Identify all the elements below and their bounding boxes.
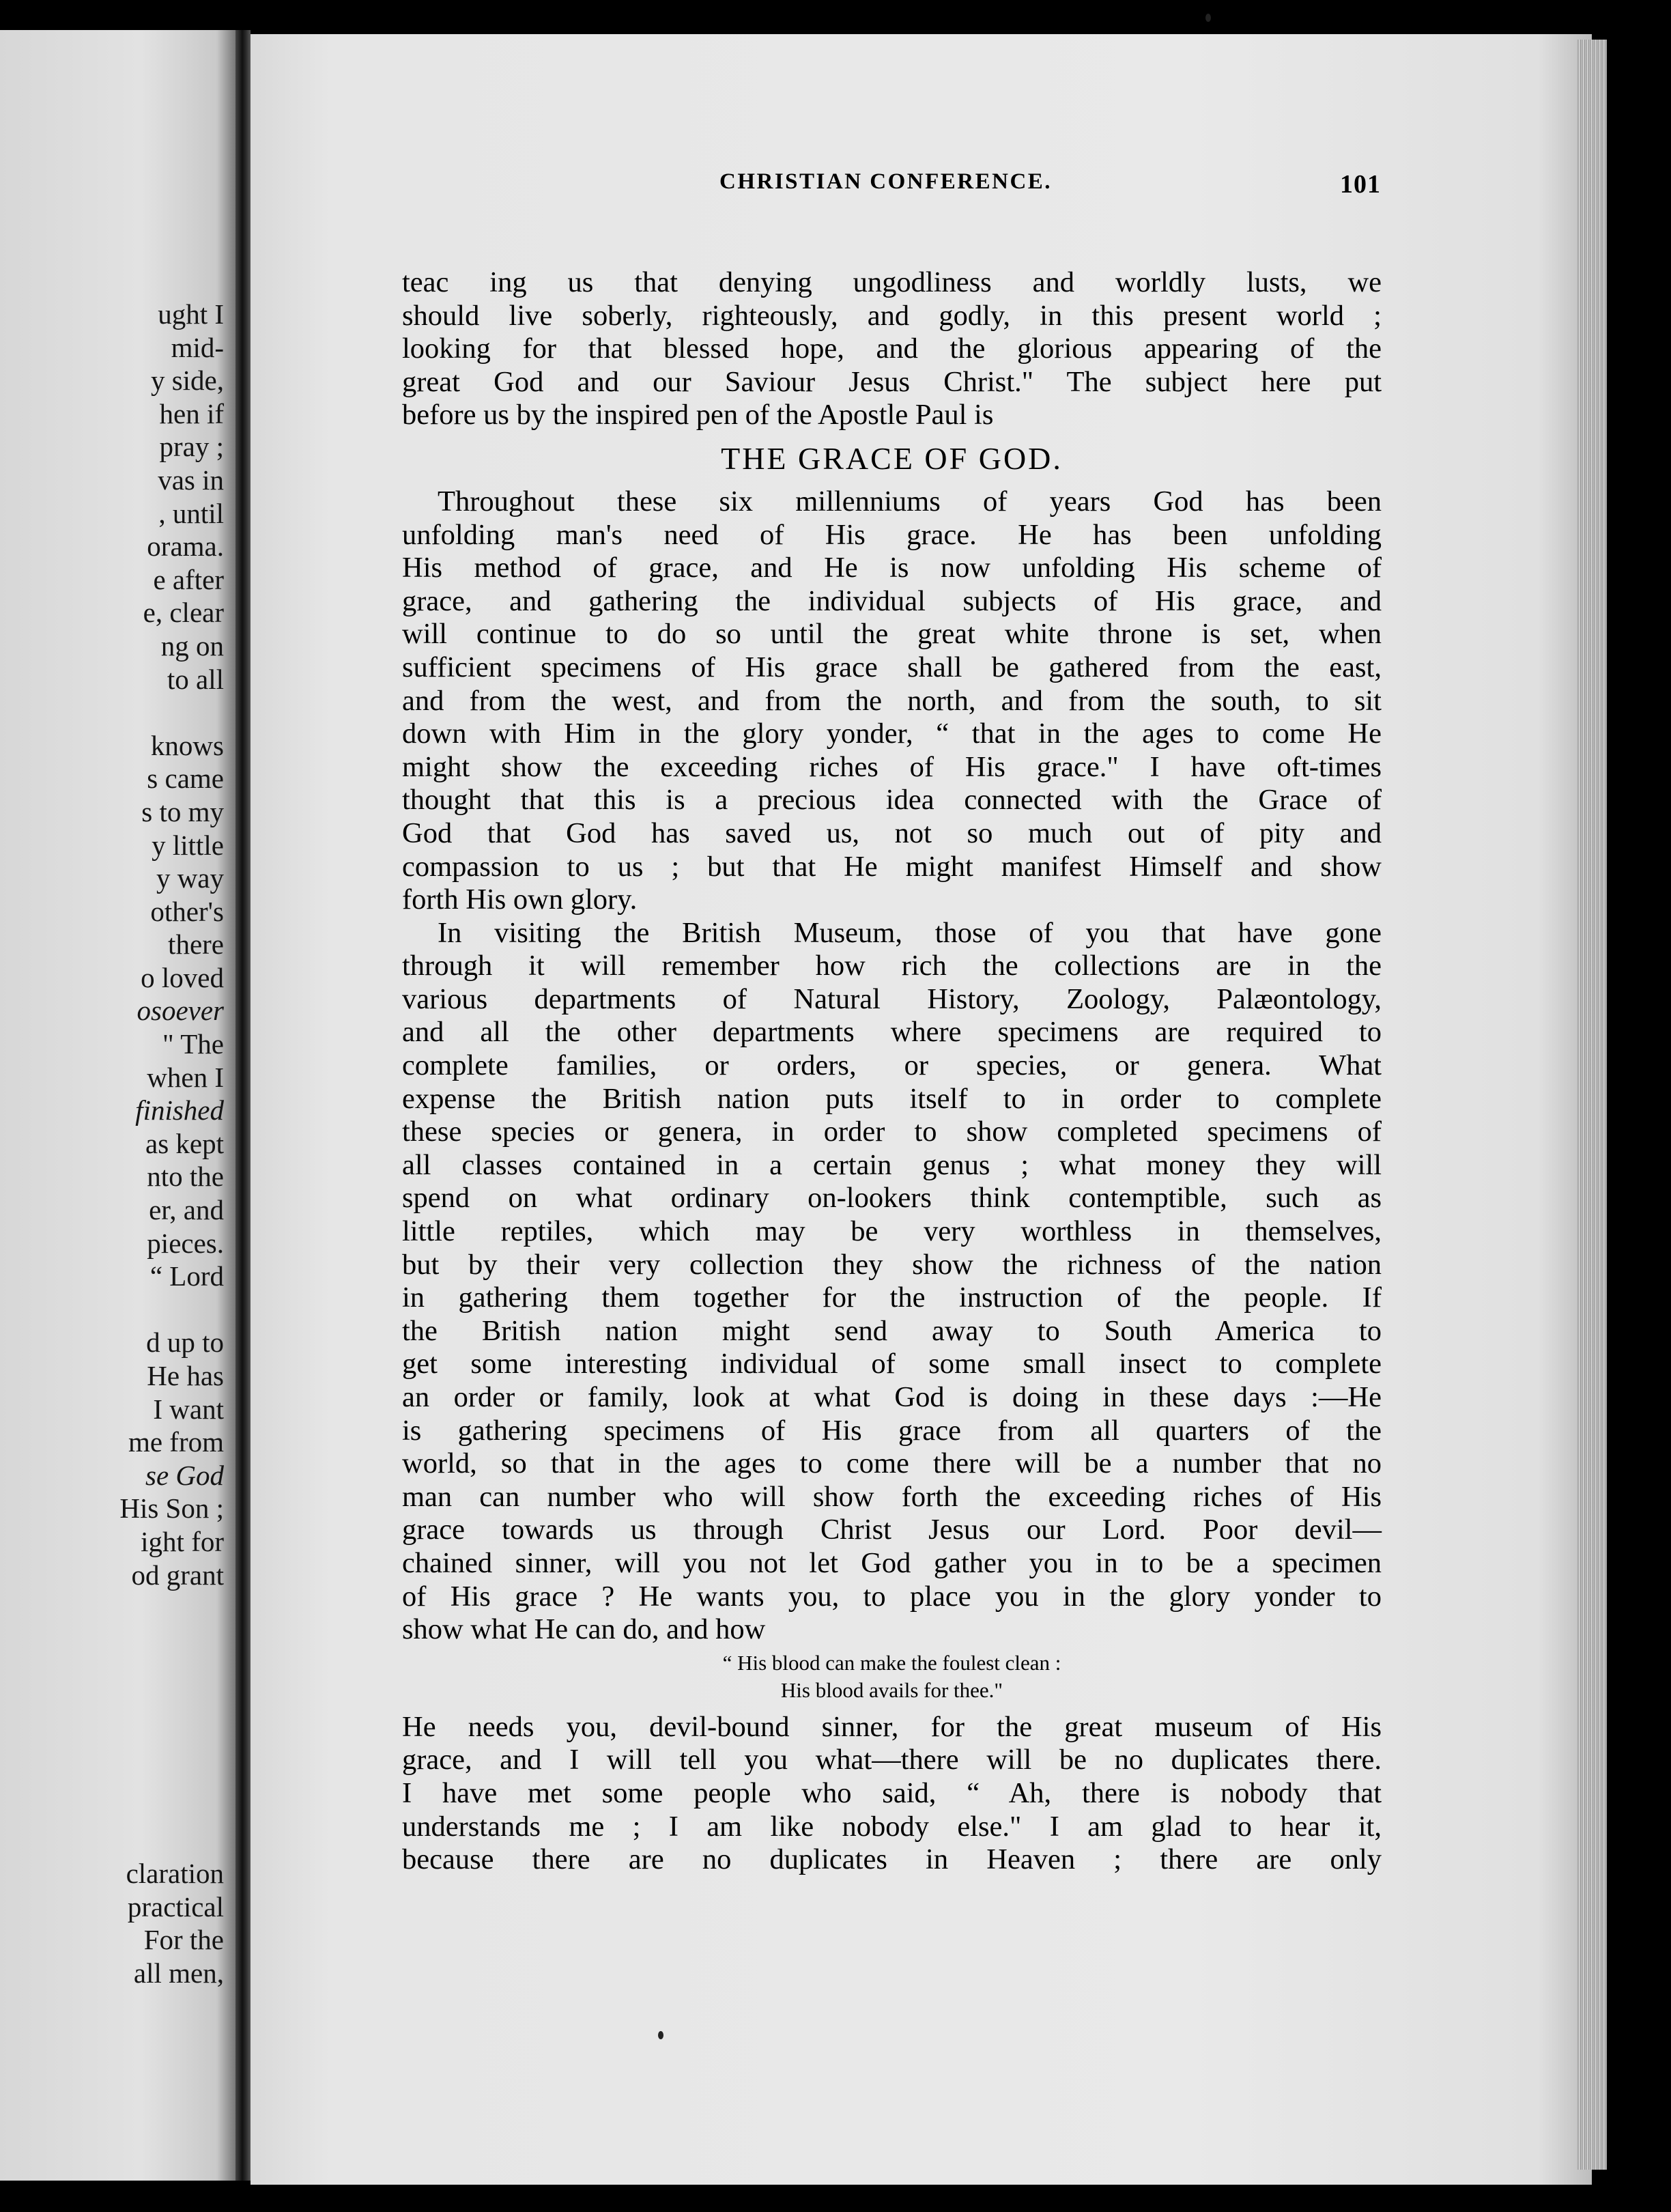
previous-page-line [0,1824,224,1857]
previous-page-line: pray ; [159,431,224,463]
p2-line: of His grace ? He wants you, to place you in the glory yonder to [402,1580,1382,1613]
p2-line: these species or genera, in order to show completed specimens of [402,1116,1382,1148]
p1-line: grace, and gathering the individual subjects of His grace, and [402,584,1382,617]
p1-line: compassion to us ; but that He might manifest Himself and show [402,850,1382,883]
p2-line: an order or family, look at what God is doing in these days :—He [402,1381,1382,1413]
previous-page-line: ight for [141,1525,224,1557]
previous-page-line: knows [150,729,224,761]
previous-page-line: od grant [131,1559,224,1591]
previous-page-line [0,1791,224,1824]
p2-line: man can number who will show forth the exceeding riches of His [402,1480,1382,1513]
previous-page-line: ng on [160,629,224,662]
p1-line: His method of grace, and He is now unfolding His scheme of [402,552,1382,584]
p2-line: spend on what ordinary on-lookers think contemptible, such as [402,1182,1382,1215]
paragraph-3 [402,1711,1382,1877]
previous-page [0,30,235,2181]
running-title: CHRISTIAN CONFERENCE. [719,169,1053,194]
previous-page-line [0,1625,224,1658]
p1-line: will continue to do so until the great white throne is set, when [402,618,1382,651]
previous-page-text [0,298,224,1989]
previous-page-line: vas in [158,464,224,496]
section-heading: THE GRACE OF GOD. [721,440,1063,476]
p1-line: God that God has saved us, not so much out of pity and [402,817,1382,849]
p1-line: Throughout these six millenniums of years God has been [438,485,1382,517]
previous-page-line: s to my [141,795,224,827]
page-body [402,266,1382,1877]
previous-page-line: pieces. [147,1227,224,1259]
intro-line: before us by the inspired pen of the Apostle Paul is [402,399,994,431]
p2-line: and all the other departments where specimens are required to [402,1016,1382,1049]
p1-line: forth His own glory. [402,883,638,916]
previous-page-line: y side, [150,365,224,397]
p3-line: grace, and I will tell you what—there will be no duplicates there. [402,1744,1382,1776]
intro-line: should live soberly, righteously, and godly, in this present world ; [402,299,1382,332]
previous-page-line: as kept [145,1127,224,1159]
previous-page-line: y little [152,829,224,861]
p3-line: because there are no duplicates in Heaven ; there are only [402,1843,1382,1876]
previous-page-line: finished [135,1094,224,1126]
p1-line: sufficient specimens of His grace shall be gathered from the east, [402,651,1382,683]
previous-page-line: ught I [158,298,224,330]
p2-line: get some interesting individual of some small insect to complete [402,1348,1382,1380]
p2-line: In visiting the British Museum, those of you that have gone [438,916,1382,949]
previous-page-line [0,1725,224,1758]
p2-line: expense the British nation puts itself to in order to complete [402,1082,1382,1115]
previous-page-line [0,1293,224,1327]
previous-page-line: , until [158,497,224,529]
verse-line-1: “ His blood can make the foulest clean : [722,1650,1061,1675]
previous-page-line: e after [153,563,224,595]
previous-page-line: His Son ; [119,1492,224,1525]
paragraph-2 [402,917,1382,1647]
previous-page-line: “ Lord [149,1260,224,1292]
previous-page-line: hen if [159,397,224,429]
previous-page-line: orama. [147,530,224,563]
p2-line: the British nation might send away to South America to [402,1314,1382,1347]
p2-line: grace towards us through Christ Jesus our Lord. Poor devil— [402,1514,1382,1546]
p3-line: I have met some people who said, “ Ah, there is nobody that [402,1776,1382,1809]
page-edges [1577,40,1607,2170]
verse-quote [402,1649,1382,1704]
previous-page-line: d up to [146,1327,224,1359]
p2-line: various departments of Natural History, Zoology, Palæontology, [402,982,1382,1015]
previous-page-line: " The [162,1028,224,1060]
p1-line: and from the west, and from the north, and from the south, to sit [402,684,1382,717]
book-gutter [235,30,251,2181]
ink-speck [1205,14,1211,22]
previous-page-line: other's [150,895,224,927]
previous-page-line: to all [167,663,224,695]
previous-page-line [0,696,224,729]
verse-line-2: His blood avails for thee." [780,1677,1003,1702]
previous-page-line [0,1658,224,1691]
intro-line: looking for that blessed hope, and the glorious appearing of the [402,332,1382,365]
paragraph-1 [402,485,1382,917]
previous-page-line: there [168,928,224,961]
p2-line: all classes contained in a certain genus ; what money they will [402,1148,1382,1181]
p2-line: little reptiles, which may be very worthless in themselves, [402,1215,1382,1248]
p1-line: down with Him in the glory yonder, “ that in the ages to come He [402,718,1382,750]
previous-page-line [0,1691,224,1725]
p1-line: thought that this is a precious idea connected with the Grace of [402,784,1382,817]
previous-page-line: er, and [149,1194,224,1226]
previous-page-line: osoever [137,995,224,1027]
p2-line: world, so that in the ages to come there will be a number that no [402,1447,1382,1480]
previous-page-line: se God [145,1459,224,1491]
previous-page-line: He has [147,1360,224,1391]
previous-page-line: I want [153,1393,224,1425]
previous-page-line: claration [126,1857,224,1889]
intro-line: teac ing us that denying ungodliness and worldly lusts, we [402,266,1382,298]
p2-line: is gathering specimens of His grace from all quarters of the [402,1414,1382,1447]
previous-page-line: o loved [141,961,224,993]
p2-line: through it will remember how rich the collections are in the [402,950,1382,982]
previous-page-line: nto the [147,1161,224,1193]
ink-speck [658,2031,663,2039]
p2-line: chained sinner, will you not let God gather you in to be a specimen [402,1546,1382,1579]
p2-line: show what He can do, and how [402,1613,766,1646]
p2-line: in gathering them together for the instruction of the people. If [402,1281,1382,1314]
previous-page-line: practical [127,1890,224,1923]
p2-line: complete families, or orders, or species, or genera. What [402,1049,1382,1082]
previous-page-line: e, clear [143,597,224,629]
previous-page-line: s came [147,763,224,795]
intro-line: great God and our Saviour Jesus Christ." The subject here put [402,365,1382,398]
previous-page-line [0,1757,224,1791]
p1-line: might show the exceeding riches of His grace." I have oft-times [402,750,1382,783]
previous-page-line: me from [128,1426,224,1458]
intro-paragraph [402,266,1382,432]
p1-line: unfolding man's need of His grace. He has been unfolding [402,518,1382,551]
previous-page-line [0,1591,224,1625]
p2-line: but by their very collection they show the richness of the nation [402,1248,1382,1281]
previous-page-line: mid- [171,331,224,363]
p3-line: He needs you, devil-bound sinner, for the great museum of His [402,1710,1382,1743]
previous-page-line: y way [156,862,224,894]
page-number: 101 [1340,170,1381,199]
previous-page-line: when I [147,1061,224,1093]
previous-page-line: all men, [133,1957,224,1989]
previous-page-line: For the [143,1924,224,1956]
p3-line: understands me ; I am like nobody else." I am glad to hear it, [402,1810,1382,1843]
